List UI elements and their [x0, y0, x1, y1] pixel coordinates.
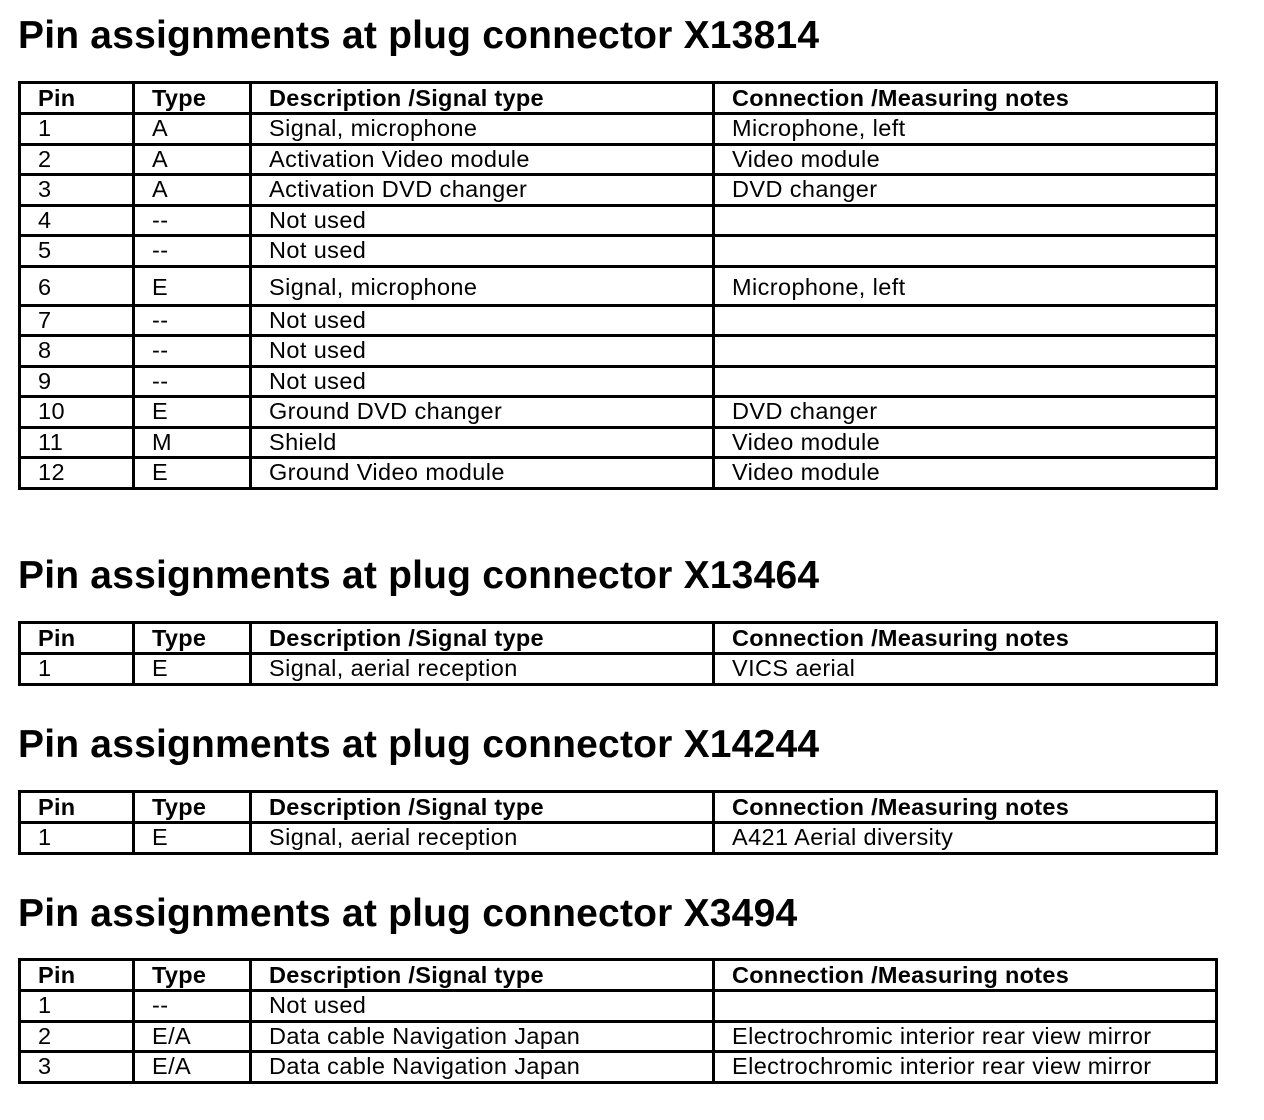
cell-type: --: [134, 205, 251, 236]
cell-description: Not used: [251, 366, 714, 397]
column-header-pin: Pin: [20, 83, 134, 114]
cell-type: A: [134, 114, 251, 145]
table-row: [20, 205, 1217, 236]
table-row: [20, 823, 1217, 854]
connector-section-x3494: [18, 892, 1215, 1080]
section-title: Pin assignments at plug connector X3494: [18, 892, 798, 935]
cell-type: E: [134, 397, 251, 428]
cell-type: --: [134, 336, 251, 367]
cell-connection: Microphone, left: [714, 114, 1217, 145]
connector-section-x13814: [18, 14, 1215, 486]
column-header-connection: Connection /Measuring notes: [714, 792, 1217, 823]
cell-connection: VICS aerial: [714, 654, 1217, 685]
table-row: [20, 366, 1217, 397]
connector-section-x13464: [18, 554, 1215, 682]
cell-connection: Video module: [714, 144, 1217, 175]
cell-connection: [714, 236, 1217, 267]
cell-connection: Video module: [714, 458, 1217, 489]
cell-type: --: [134, 366, 251, 397]
table-header-row: [20, 623, 1217, 654]
column-header-pin: Pin: [20, 623, 134, 654]
cell-pin: 3: [20, 175, 134, 206]
cell-connection: A421 Aerial diversity: [714, 823, 1217, 854]
cell-description: Activation DVD changer: [251, 175, 714, 206]
cell-pin: 2: [20, 1021, 134, 1052]
cell-connection: Electrochromic interior rear view mirror: [714, 1021, 1217, 1052]
cell-connection: DVD changer: [714, 175, 1217, 206]
cell-pin: 6: [20, 266, 134, 305]
cell-type: A: [134, 175, 251, 206]
cell-pin: 5: [20, 236, 134, 267]
column-header-connection: Connection /Measuring notes: [714, 83, 1217, 114]
column-header-connection: Connection /Measuring notes: [714, 623, 1217, 654]
cell-pin: 1: [20, 823, 134, 854]
cell-pin: 4: [20, 205, 134, 236]
cell-connection: [714, 336, 1217, 367]
table-row: [20, 305, 1217, 336]
cell-pin: 10: [20, 397, 134, 428]
cell-connection: [714, 991, 1217, 1022]
column-header-connection: Connection /Measuring notes: [714, 960, 1217, 991]
section-title: Pin assignments at plug connector X14244: [18, 723, 820, 766]
cell-type: E: [134, 266, 251, 305]
cell-pin: 12: [20, 458, 134, 489]
table-row: [20, 654, 1217, 685]
cell-pin: 11: [20, 427, 134, 458]
table-header-row: [20, 792, 1217, 823]
table-row: [20, 266, 1217, 305]
column-header-type: Type: [134, 960, 251, 991]
cell-description: Data cable Navigation Japan: [251, 1052, 714, 1083]
cell-description: Not used: [251, 236, 714, 267]
column-header-description: Description /Signal type: [251, 83, 714, 114]
cell-connection: [714, 366, 1217, 397]
column-header-type: Type: [134, 792, 251, 823]
column-header-description: Description /Signal type: [251, 960, 714, 991]
cell-pin: 1: [20, 991, 134, 1022]
table-row: [20, 175, 1217, 206]
cell-description: Not used: [251, 305, 714, 336]
table-row: [20, 397, 1217, 428]
table-row: [20, 458, 1217, 489]
cell-type: E/A: [134, 1021, 251, 1052]
cell-pin: 8: [20, 336, 134, 367]
section-title: Pin assignments at plug connector X13814: [18, 14, 820, 57]
table-row: [20, 1021, 1217, 1052]
cell-type: E/A: [134, 1052, 251, 1083]
table-row: [20, 236, 1217, 267]
table-row: [20, 336, 1217, 367]
cell-description: Signal, aerial reception: [251, 654, 714, 685]
cell-connection: Electrochromic interior rear view mirror: [714, 1052, 1217, 1083]
table-row: [20, 144, 1217, 175]
cell-pin: 3: [20, 1052, 134, 1083]
column-header-description: Description /Signal type: [251, 623, 714, 654]
pin-table: [18, 790, 1218, 855]
cell-connection: [714, 305, 1217, 336]
cell-type: E: [134, 458, 251, 489]
cell-description: Shield: [251, 427, 714, 458]
cell-type: E: [134, 823, 251, 854]
cell-type: M: [134, 427, 251, 458]
table-row: [20, 991, 1217, 1022]
pin-table: [18, 621, 1218, 686]
cell-pin: 1: [20, 654, 134, 685]
cell-connection: Video module: [714, 427, 1217, 458]
cell-pin: 9: [20, 366, 134, 397]
cell-type: --: [134, 991, 251, 1022]
cell-pin: 2: [20, 144, 134, 175]
column-header-type: Type: [134, 623, 251, 654]
cell-description: Not used: [251, 336, 714, 367]
cell-description: Ground DVD changer: [251, 397, 714, 428]
cell-type: E: [134, 654, 251, 685]
table-row: [20, 114, 1217, 145]
table-row: [20, 1052, 1217, 1083]
table-row: [20, 427, 1217, 458]
table-header-row: [20, 960, 1217, 991]
column-header-pin: Pin: [20, 792, 134, 823]
cell-type: --: [134, 236, 251, 267]
table-header-row: [20, 83, 1217, 114]
cell-description: Signal, aerial reception: [251, 823, 714, 854]
section-title: Pin assignments at plug connector X13464: [18, 554, 820, 597]
column-header-type: Type: [134, 83, 251, 114]
cell-pin: 1: [20, 114, 134, 145]
column-header-description: Description /Signal type: [251, 792, 714, 823]
cell-description: Not used: [251, 205, 714, 236]
connector-section-x14244: [18, 723, 1215, 851]
cell-description: Not used: [251, 991, 714, 1022]
cell-description: Signal, microphone: [251, 266, 714, 305]
cell-connection: DVD changer: [714, 397, 1217, 428]
pin-table: [18, 958, 1218, 1084]
cell-description: Ground Video module: [251, 458, 714, 489]
cell-connection: [714, 205, 1217, 236]
cell-description: Activation Video module: [251, 144, 714, 175]
cell-description: Data cable Navigation Japan: [251, 1021, 714, 1052]
cell-connection: Microphone, left: [714, 266, 1217, 305]
pin-table: [18, 81, 1218, 490]
cell-type: --: [134, 305, 251, 336]
cell-pin: 7: [20, 305, 134, 336]
cell-description: Signal, microphone: [251, 114, 714, 145]
column-header-pin: Pin: [20, 960, 134, 991]
cell-type: A: [134, 144, 251, 175]
